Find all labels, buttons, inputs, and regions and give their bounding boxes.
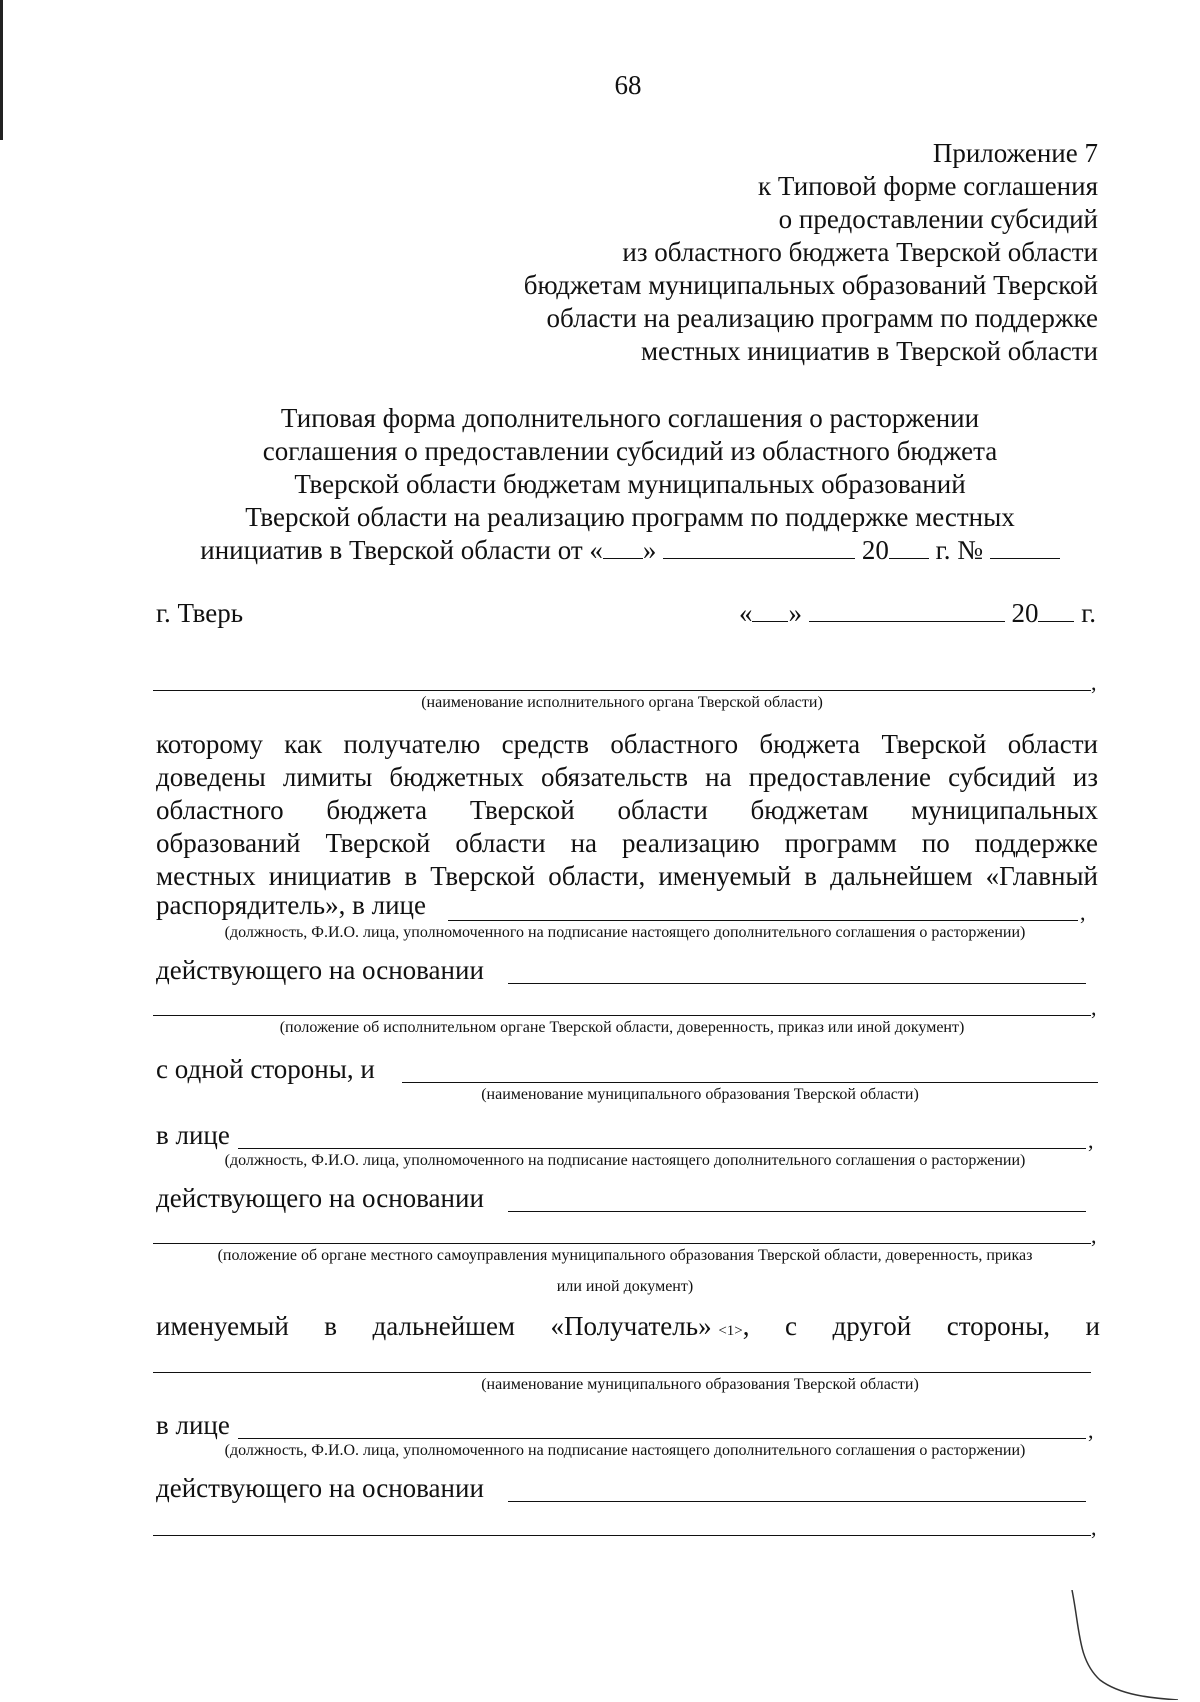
basis-field-2a[interactable]	[508, 1211, 1086, 1212]
recipient-signatory-field-1[interactable]	[238, 1148, 1086, 1149]
appendix-line: к Типовой форме соглашения	[758, 171, 1098, 201]
appendix-line: о предоставлении субсидий	[778, 204, 1098, 234]
comma: ,	[1091, 995, 1097, 1020]
comma: ,	[1091, 1515, 1097, 1540]
recipient-signatory-field-2[interactable]	[238, 1438, 1086, 1439]
date-year-suffix: г.	[1074, 598, 1096, 628]
comma-after-ref: ,	[742, 1311, 750, 1341]
title-line: Типовая форма дополнительного соглашения о расторжении	[280, 403, 980, 433]
date-quote-close: »	[788, 598, 802, 628]
recipient-term: «Получатель»	[550, 1311, 712, 1341]
year-field[interactable]	[889, 536, 929, 559]
date-quote-open: «	[738, 598, 753, 628]
comma: ,	[1088, 1128, 1094, 1153]
caption-basis-2-line2: или иной документ)	[556, 1278, 694, 1295]
comma: ,	[1088, 1418, 1094, 1443]
title-date-prefix: инициатив в Тверской области от «	[200, 535, 603, 565]
in-person-label-1: в лице	[156, 1120, 230, 1150]
appendix-header	[524, 137, 1098, 368]
footnote-reference[interactable]: <1>	[718, 1323, 743, 1339]
appendix-line: местных инициатив в Тверской области	[640, 336, 1098, 366]
caption-municipality-2: (наименование муниципального образования Тверской области)	[481, 1376, 919, 1393]
title-line: соглашения о предоставлении субсидий из областного бюджета	[262, 436, 998, 466]
title-quote-close: »	[642, 535, 657, 565]
acting-basis-label-1: действующего на основании	[156, 955, 484, 985]
document-title	[150, 402, 1110, 567]
paragraph-line: областного бюджета Тверской области бюджетам муниципальных	[156, 795, 1098, 825]
paragraph-last-line: распорядитель», в лице	[156, 890, 426, 920]
named-word: с	[785, 1311, 797, 1341]
page-number: 68	[614, 70, 642, 100]
basis-field-1b[interactable]	[153, 1015, 1091, 1016]
caption-municipality-1: (наименование муниципального образования Тверской области)	[481, 1086, 919, 1103]
appendix-line: из областного бюджета Тверской области	[622, 237, 1098, 267]
paragraph-line: доведены лимиты бюджетных обязательств на предоставление субсидий из	[156, 762, 1098, 792]
signing-year-field[interactable]	[1038, 599, 1074, 622]
title-line: Тверской области на реализацию программ по поддержке местных	[245, 502, 1015, 532]
city-label: г. Тверь	[156, 598, 244, 628]
day-field[interactable]	[603, 536, 643, 559]
paragraph-line: которому как получателю средств областного бюджета Тверской области	[156, 729, 1098, 759]
in-person-label-2: в лице	[156, 1410, 230, 1440]
appendix-line: Приложение 7	[932, 138, 1098, 168]
signing-day-field[interactable]	[752, 599, 788, 622]
named-word: стороны,	[946, 1311, 1051, 1341]
named-word: именуемый	[156, 1311, 289, 1341]
named-word: в	[324, 1311, 338, 1341]
month-field[interactable]	[663, 536, 855, 559]
title-line-date	[150, 534, 1110, 567]
appendix-line: области на реализацию программ по поддержке	[546, 303, 1098, 333]
caption-signatory-3: (должность, Ф.И.О. лица, уполномоченного на подписание настоящего дополнительного соглашения о расторжении)	[224, 1442, 1026, 1459]
agreement-number-field[interactable]	[990, 536, 1060, 559]
scan-curve-mark	[1060, 1590, 1180, 1700]
appendix-line: бюджетам муниципальных образований Тверской	[523, 270, 1098, 300]
named-word: другой	[832, 1311, 912, 1341]
named-word	[551, 1311, 750, 1342]
caption-executive-body: (наименование исполнительного органа Тверской области)	[421, 694, 823, 711]
caption-signatory-2: (должность, Ф.И.О. лица, уполномоченного на подписание настоящего дополнительного соглашения о расторжении)	[224, 1152, 1026, 1169]
caption-basis-2-line1: (положение об органе местного самоуправления муниципального образования Тверской области, доверенность, приказ	[217, 1247, 1033, 1264]
title-year-suffix: г. №	[928, 535, 983, 565]
title-line: Тверской области бюджетам муниципальных образований	[294, 469, 966, 499]
signing-date	[739, 598, 1096, 629]
executive-body-field[interactable]	[153, 690, 1091, 691]
comma: ,	[1091, 1223, 1097, 1248]
basis-field-3b[interactable]	[153, 1535, 1091, 1536]
basis-field-2b[interactable]	[153, 1243, 1091, 1244]
named-word: дальнейшем	[372, 1311, 516, 1341]
caption-signatory-1: (должность, Ф.И.О. лица, уполномоченного на подписание настоящего дополнительного соглашения о расторжении)	[224, 924, 1026, 941]
municipality-field-1[interactable]	[402, 1082, 1098, 1083]
municipality-field-2[interactable]	[153, 1372, 1091, 1373]
signing-month-field[interactable]	[809, 599, 1005, 622]
chief-manager-signatory-field[interactable]	[448, 920, 1078, 921]
acting-basis-label-3: действующего на основании	[156, 1473, 484, 1503]
named-word: и	[1085, 1311, 1100, 1341]
basis-field-3a[interactable]	[508, 1501, 1086, 1502]
main-paragraph	[156, 728, 1098, 893]
paragraph-line: образований Тверской области на реализацию программ по поддержке	[156, 828, 1098, 858]
date-year-prefix: 20	[1011, 598, 1039, 628]
comma: ,	[1080, 900, 1086, 925]
title-year-prefix: 20	[861, 535, 889, 565]
acting-basis-label-2: действующего на основании	[156, 1183, 484, 1213]
comma: ,	[1091, 670, 1097, 695]
basis-field-1a[interactable]	[508, 983, 1086, 984]
one-side-label: с одной стороны, и	[156, 1054, 375, 1084]
paragraph-line: местных инициатив в Тверской области, именуемый в дальнейшем «Главный	[156, 861, 1098, 891]
recipient-named-line	[156, 1311, 1100, 1342]
caption-basis-1: (положение об исполнительном органе Тверской области, доверенность, приказ или иной документ)	[279, 1019, 965, 1036]
